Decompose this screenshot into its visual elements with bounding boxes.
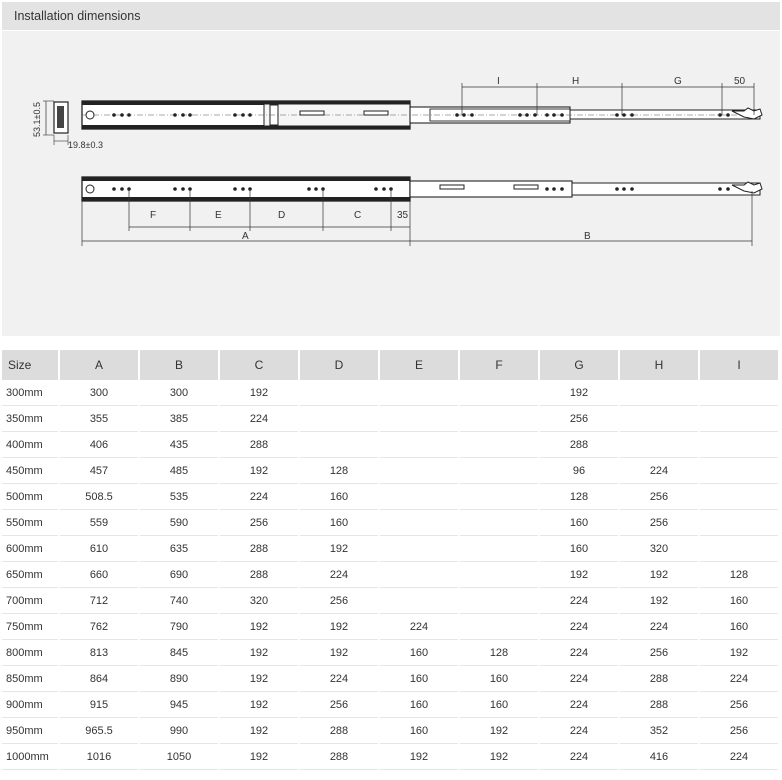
dimension-cell: 192 <box>379 744 459 770</box>
table-row <box>2 718 779 744</box>
size-cell: 600mm <box>2 536 59 562</box>
dimension-cell <box>459 536 539 562</box>
dim-label-a: A <box>242 231 249 242</box>
col-header-size: Size <box>2 350 59 380</box>
dimension-cell: 457 <box>59 458 139 484</box>
dimension-cell <box>699 432 779 458</box>
dimension-cell: 352 <box>619 718 699 744</box>
dimension-cell: 192 <box>459 744 539 770</box>
dimension-cell <box>699 380 779 406</box>
dimension-cell: 945 <box>139 692 219 718</box>
dimension-cell: 300 <box>139 380 219 406</box>
dimension-cell: 224 <box>299 562 379 588</box>
dimension-cell: 128 <box>299 458 379 484</box>
height-dimension-label: 53.1±0.5 <box>32 102 42 137</box>
dimension-cell: 845 <box>139 640 219 666</box>
rail-extended-view <box>82 101 762 129</box>
dimension-cell: 160 <box>699 588 779 614</box>
section-title: Installation dimensions <box>14 9 141 23</box>
dimension-cell: 192 <box>219 640 299 666</box>
dim-label-c: C <box>354 210 362 221</box>
col-header-i: I <box>699 350 779 380</box>
dimension-cell: 256 <box>299 588 379 614</box>
dimension-cell: 256 <box>299 692 379 718</box>
dim-label-h: H <box>572 76 580 87</box>
dimension-cell: 508.5 <box>59 484 139 510</box>
dim-label-i: I <box>497 76 500 87</box>
dimension-cell: 160 <box>539 536 619 562</box>
dimension-cell <box>299 406 379 432</box>
technical-drawing-panel <box>2 31 780 336</box>
dimension-cell: 660 <box>59 562 139 588</box>
dimension-cell: 288 <box>219 432 299 458</box>
section-header <box>2 2 780 30</box>
dimension-cell <box>619 406 699 432</box>
dimension-cell: 416 <box>619 744 699 770</box>
dimensions-table <box>2 350 780 770</box>
dimension-cell: 96 <box>539 458 619 484</box>
dim-label-50: 50 <box>734 76 746 87</box>
dimension-cell: 256 <box>699 692 779 718</box>
size-cell: 400mm <box>2 432 59 458</box>
size-cell: 500mm <box>2 484 59 510</box>
table-row <box>2 562 779 588</box>
dimension-cell: 535 <box>139 484 219 510</box>
table-row <box>2 692 779 718</box>
size-cell: 650mm <box>2 562 59 588</box>
dimension-cell <box>379 562 459 588</box>
dimension-cell: 300 <box>59 380 139 406</box>
dimension-cell: 224 <box>539 588 619 614</box>
dimension-cell: 224 <box>539 614 619 640</box>
table-row <box>2 380 779 406</box>
dimension-cell: 192 <box>299 614 379 640</box>
dimension-cell: 256 <box>699 718 779 744</box>
table-row <box>2 744 779 770</box>
dimension-cell: 192 <box>619 588 699 614</box>
dimension-cell: 192 <box>539 562 619 588</box>
col-header-g: G <box>539 350 619 380</box>
dimension-cell: 406 <box>59 432 139 458</box>
dimension-cell: 965.5 <box>59 718 139 744</box>
dimension-cell: 160 <box>379 666 459 692</box>
dimension-cell <box>699 484 779 510</box>
dimension-cell: 288 <box>299 718 379 744</box>
dim-label-35: 35 <box>397 210 409 221</box>
dim-label-b: B <box>584 231 591 242</box>
size-cell: 800mm <box>2 640 59 666</box>
dimension-cell <box>459 380 539 406</box>
dim-label-g: G <box>674 76 682 87</box>
dimension-cell: 256 <box>619 510 699 536</box>
table-body <box>2 380 779 770</box>
dimension-cell: 224 <box>539 666 619 692</box>
dimension-cell: 288 <box>619 666 699 692</box>
table-row <box>2 666 779 692</box>
dimension-cell: 160 <box>379 640 459 666</box>
dimension-cell: 224 <box>379 614 459 640</box>
dimension-cell <box>379 406 459 432</box>
col-header-c: C <box>219 350 299 380</box>
dimension-cell: 192 <box>299 640 379 666</box>
dimension-cell: 288 <box>539 432 619 458</box>
dimension-cell: 128 <box>459 640 539 666</box>
dimension-cell: 160 <box>299 484 379 510</box>
dimension-cell <box>699 510 779 536</box>
table-row <box>2 484 779 510</box>
size-cell: 700mm <box>2 588 59 614</box>
dim-label-e: E <box>215 210 222 221</box>
dimension-cell <box>619 432 699 458</box>
dimension-cell <box>379 380 459 406</box>
dimension-cell: 690 <box>139 562 219 588</box>
dimension-cell <box>459 406 539 432</box>
size-cell: 750mm <box>2 614 59 640</box>
table-row <box>2 432 779 458</box>
dimension-cell <box>379 588 459 614</box>
dimension-cell: 160 <box>539 510 619 536</box>
table-row <box>2 614 779 640</box>
dimension-cell: 160 <box>459 666 539 692</box>
dimension-cell <box>379 536 459 562</box>
dimension-cell: 192 <box>539 380 619 406</box>
dimension-cell: 435 <box>139 432 219 458</box>
size-cell: 900mm <box>2 692 59 718</box>
dimension-cell: 192 <box>219 666 299 692</box>
table-row <box>2 640 779 666</box>
dimension-cell <box>459 562 539 588</box>
dimension-cell: 224 <box>219 406 299 432</box>
dimension-cell: 224 <box>539 744 619 770</box>
dimension-cell: 192 <box>219 380 299 406</box>
dimension-cell: 288 <box>299 744 379 770</box>
dimension-cell: 740 <box>139 588 219 614</box>
dimension-cell: 790 <box>139 614 219 640</box>
width-dimension-label: 19.8±0.3 <box>68 140 103 150</box>
dimension-cell: 224 <box>299 666 379 692</box>
dimension-cell: 712 <box>59 588 139 614</box>
slide-rail-drawing <box>2 31 780 336</box>
dimension-cell <box>299 432 379 458</box>
dimension-cell: 355 <box>59 406 139 432</box>
dimension-cell: 192 <box>219 614 299 640</box>
dimension-cell <box>459 458 539 484</box>
dimension-cell: 128 <box>699 562 779 588</box>
dimension-cell: 320 <box>219 588 299 614</box>
dimension-cell <box>459 614 539 640</box>
dimension-cell: 160 <box>699 614 779 640</box>
dimension-cell: 128 <box>539 484 619 510</box>
dim-label-d: D <box>278 210 286 221</box>
dimension-cell: 192 <box>219 744 299 770</box>
col-header-h: H <box>619 350 699 380</box>
dimension-cell: 256 <box>619 640 699 666</box>
size-cell: 550mm <box>2 510 59 536</box>
dimension-cell <box>619 380 699 406</box>
table-header-row <box>2 350 779 380</box>
size-cell: 850mm <box>2 666 59 692</box>
dimension-cell: 762 <box>59 614 139 640</box>
dimension-cell: 288 <box>619 692 699 718</box>
dimension-cell <box>379 458 459 484</box>
dimension-cell <box>459 588 539 614</box>
table-row <box>2 406 779 432</box>
dimension-cell <box>699 536 779 562</box>
size-cell: 450mm <box>2 458 59 484</box>
dimension-cell: 559 <box>59 510 139 536</box>
dimension-cell: 192 <box>219 692 299 718</box>
dimension-cell: 224 <box>539 718 619 744</box>
dimension-cell: 990 <box>139 718 219 744</box>
dimension-cell: 610 <box>59 536 139 562</box>
dimension-cell: 224 <box>699 744 779 770</box>
dimension-cell: 890 <box>139 666 219 692</box>
dimension-cell: 485 <box>139 458 219 484</box>
dimension-cell <box>459 432 539 458</box>
dimension-cell: 192 <box>699 640 779 666</box>
dimension-cell <box>459 510 539 536</box>
dimension-cell: 864 <box>59 666 139 692</box>
dimension-cell <box>299 380 379 406</box>
dimension-cell: 1016 <box>59 744 139 770</box>
dimension-cell: 813 <box>59 640 139 666</box>
rail-closed-view <box>82 177 762 201</box>
dimension-cell: 256 <box>619 484 699 510</box>
dimension-cell <box>379 432 459 458</box>
col-header-a: A <box>59 350 139 380</box>
dimension-cell: 1050 <box>139 744 219 770</box>
col-header-d: D <box>299 350 379 380</box>
dimension-cell: 256 <box>539 406 619 432</box>
dimension-cell: 192 <box>219 458 299 484</box>
dimension-cell: 224 <box>619 614 699 640</box>
table-row <box>2 588 779 614</box>
col-header-b: B <box>139 350 219 380</box>
dimension-cell: 224 <box>219 484 299 510</box>
dimension-cell <box>379 484 459 510</box>
table-row <box>2 536 779 562</box>
dimension-cell: 160 <box>299 510 379 536</box>
table-row <box>2 510 779 536</box>
dimension-cell: 288 <box>219 536 299 562</box>
dimension-cell <box>699 406 779 432</box>
dimension-cell: 192 <box>459 718 539 744</box>
dimension-cell: 160 <box>379 692 459 718</box>
dimension-cell: 320 <box>619 536 699 562</box>
dimension-cell: 224 <box>619 458 699 484</box>
dimension-cell: 256 <box>219 510 299 536</box>
dimension-cell: 915 <box>59 692 139 718</box>
table-row <box>2 458 779 484</box>
size-cell: 1000mm <box>2 744 59 770</box>
size-cell: 950mm <box>2 718 59 744</box>
col-header-e: E <box>379 350 459 380</box>
dimension-cell: 224 <box>539 640 619 666</box>
dimension-cell: 192 <box>299 536 379 562</box>
dimension-cell: 635 <box>139 536 219 562</box>
dimension-cell: 224 <box>699 666 779 692</box>
size-cell: 350mm <box>2 406 59 432</box>
rail-cross-section <box>43 101 68 145</box>
col-header-f: F <box>459 350 539 380</box>
dim-label-f: F <box>150 210 157 221</box>
dimension-cell: 385 <box>139 406 219 432</box>
size-cell: 300mm <box>2 380 59 406</box>
dimension-cell: 224 <box>539 692 619 718</box>
dimension-cell: 160 <box>379 718 459 744</box>
dimension-cell: 192 <box>219 718 299 744</box>
dimension-cell: 160 <box>459 692 539 718</box>
dimension-cell: 590 <box>139 510 219 536</box>
dimension-cell <box>459 484 539 510</box>
dimension-cell: 192 <box>619 562 699 588</box>
dimension-cell: 288 <box>219 562 299 588</box>
dimension-cell <box>379 510 459 536</box>
dimension-cell <box>699 458 779 484</box>
